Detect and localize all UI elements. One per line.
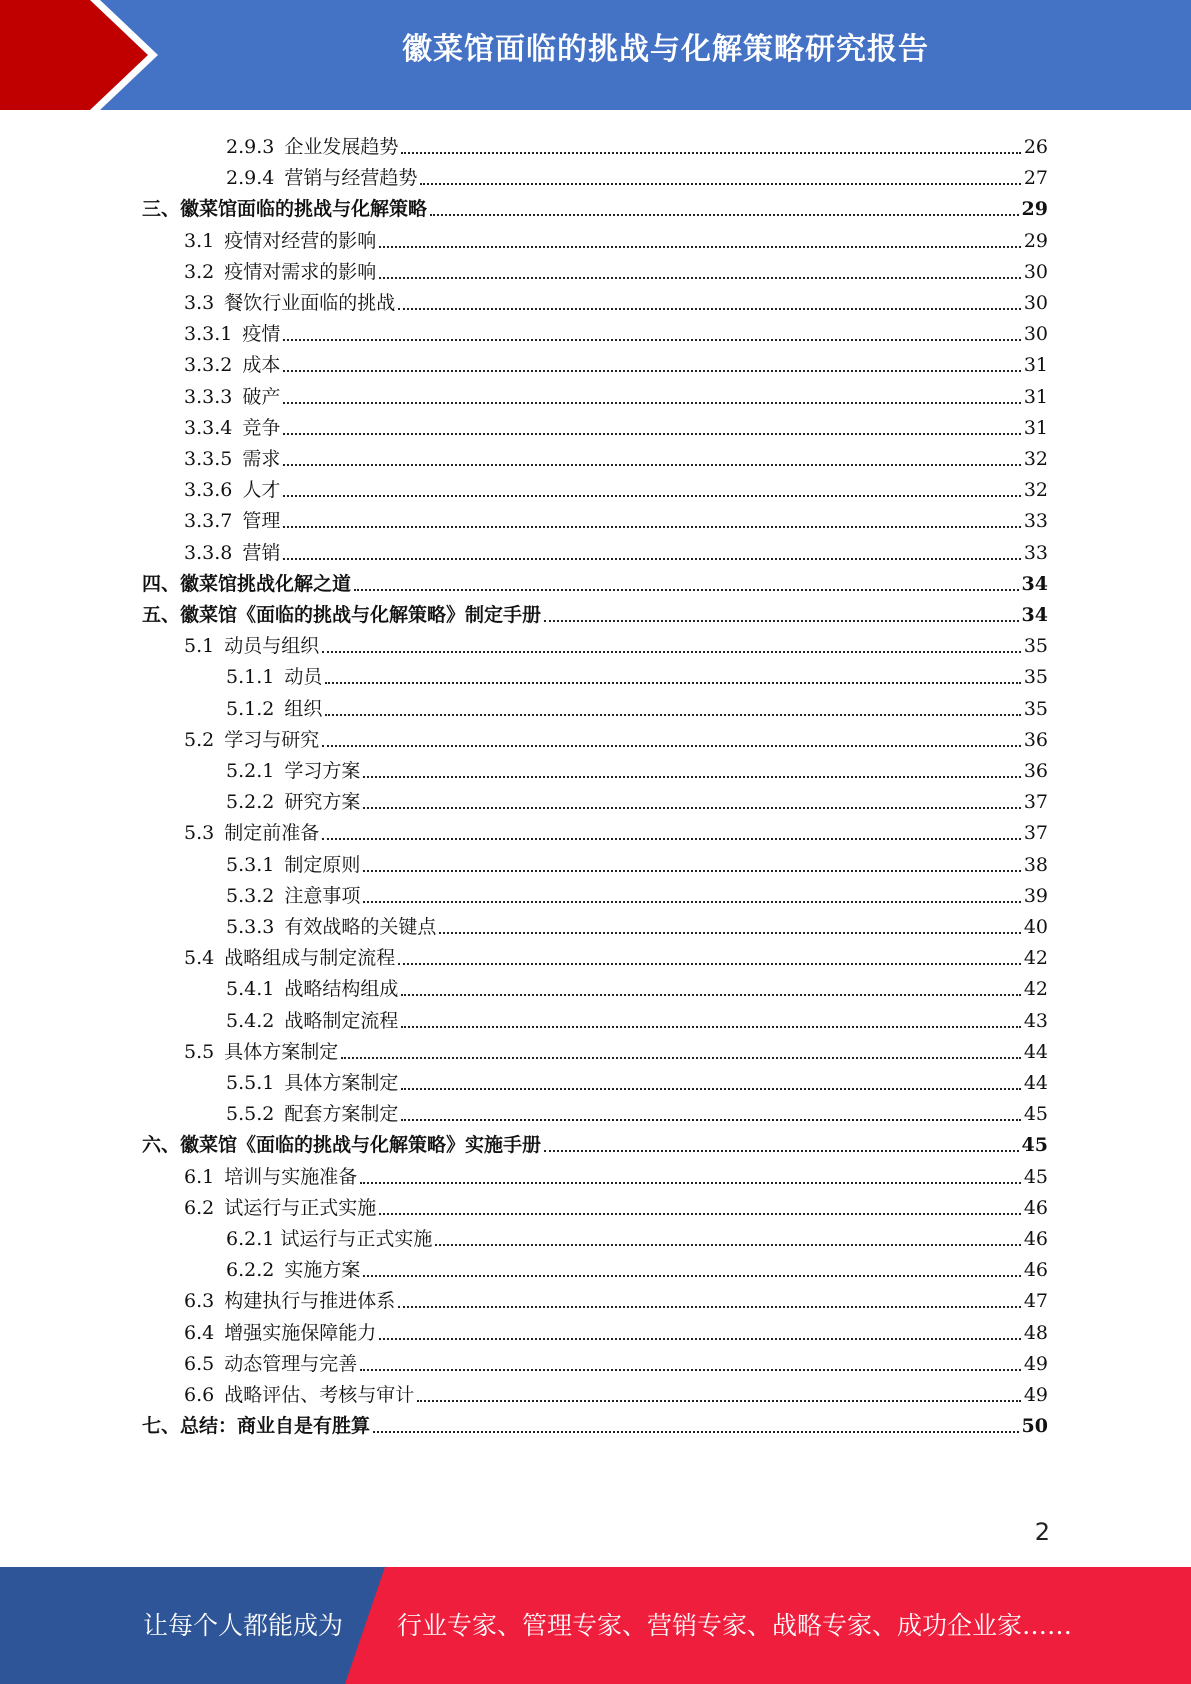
toc-entry-number: 6.1 — [184, 1165, 215, 1188]
toc-entry[interactable] — [184, 378, 1048, 409]
toc-entry-number: 5.4 — [184, 947, 215, 970]
header-red-arrow — [0, 0, 148, 110]
toc-entry-title: 动态管理与完善 — [224, 1352, 358, 1375]
toc-entry[interactable] — [226, 908, 1048, 939]
toc-entry-title: 注意事项 — [284, 884, 361, 907]
toc-entry-page: 31 — [1023, 385, 1048, 408]
toc-entry-title: 战略结构组成 — [284, 978, 399, 1001]
toc-entry-page: 47 — [1023, 1290, 1048, 1313]
toc-entry-number: 5.2 — [184, 728, 215, 751]
toc-entry-title: 学习与研究 — [224, 728, 320, 751]
toc-entry-label — [184, 946, 395, 970]
toc-entry-title: 6.2.1 试运行与正式实施 — [226, 1228, 433, 1250]
toc-entry-label — [184, 821, 319, 845]
toc-dot-leader — [379, 246, 1021, 248]
toc-dot-leader — [379, 1338, 1021, 1340]
toc-entry-page: 50 — [1021, 1415, 1048, 1438]
toc-dot-leader — [398, 308, 1021, 310]
toc-entry-page: 38 — [1023, 853, 1048, 876]
toc-entry-label — [184, 260, 376, 284]
toc-entry-number: 2.9.3 — [226, 136, 275, 158]
toc-entry-label — [184, 385, 280, 409]
toc-entry-number: 5.2.1 — [226, 760, 275, 782]
toc-entry-page: 35 — [1023, 666, 1048, 689]
toc-entry-number: 5.1.2 — [226, 697, 275, 720]
toc-entry-label — [184, 1196, 376, 1220]
toc-entry-number: 3.3.4 — [184, 416, 233, 439]
toc-dot-leader — [417, 1400, 1021, 1402]
toc-entry-title: 制定原则 — [284, 853, 361, 876]
toc-entry-title: 餐饮行业面临的挑战 — [224, 292, 396, 314]
toc-entry[interactable] — [184, 1033, 1048, 1064]
toc-entry-label — [226, 977, 398, 1001]
toc-entry-label — [184, 353, 280, 377]
toc-entry-title: 制定前准备 — [224, 822, 320, 845]
toc-entry-page: 30 — [1023, 292, 1048, 314]
toc-entry-number: 3.2 — [184, 260, 215, 283]
toc-entry[interactable] — [226, 658, 1048, 689]
toc-entry-label — [184, 1352, 357, 1376]
toc-entry-page: 44 — [1023, 1040, 1048, 1063]
toc-entry[interactable] — [142, 596, 1048, 627]
toc-entry-page: 39 — [1023, 884, 1048, 907]
toc-dot-leader — [373, 1431, 1019, 1433]
toc-entry-number: 5.5 — [184, 1040, 215, 1063]
toc-entry-title: 疫情对需求的影响 — [224, 260, 377, 283]
toc-entry[interactable] — [184, 409, 1048, 440]
toc-dot-leader — [544, 1150, 1019, 1152]
toc-entry-title: 营销与经营趋势 — [284, 167, 418, 190]
toc-entry-title: 具体方案制定 — [224, 1040, 339, 1063]
toc-dot-leader — [544, 620, 1019, 622]
toc-entry[interactable] — [184, 1158, 1048, 1189]
toc-dot-leader — [430, 214, 1019, 216]
toc-entry-number: 2.9.4 — [226, 167, 275, 190]
toc-entry-number: 5.4.2 — [226, 1009, 275, 1032]
toc-entry-page: 37 — [1023, 822, 1048, 845]
toc-entry-label — [226, 166, 417, 190]
toc-entry-label — [184, 1040, 338, 1064]
toc-entry-number: 5.5.2 — [226, 1103, 275, 1126]
toc-dot-leader — [363, 776, 1020, 778]
toc-dot-leader — [341, 1057, 1021, 1059]
toc-entry-label — [184, 291, 395, 315]
toc-entry[interactable] — [142, 565, 1048, 596]
toc-entry-title: 具体方案制定 — [284, 1072, 399, 1094]
toc-entry[interactable] — [184, 315, 1048, 346]
toc-entry-page: 43 — [1023, 1009, 1048, 1032]
toc-entry-label — [184, 1165, 357, 1189]
toc-dot-leader — [325, 714, 1020, 716]
toc-entry-page: 32 — [1023, 479, 1048, 502]
toc-entry-number: 5.2.2 — [226, 791, 275, 814]
toc-entry-title: 企业发展趋势 — [284, 136, 399, 158]
toc-entry-title: 学习方案 — [284, 760, 361, 782]
toc-entry-title: 破产 — [242, 385, 281, 408]
toc-entry-number: 3.3.1 — [184, 323, 233, 346]
toc-entry-page: 34 — [1021, 604, 1048, 626]
toc-entry-label — [226, 1102, 398, 1126]
toc-entry-page: 30 — [1023, 323, 1048, 346]
toc-entry-page: 29 — [1021, 198, 1048, 221]
toc-dot-leader — [322, 651, 1021, 653]
toc-dot-leader — [283, 339, 1020, 341]
toc-entry-page: 36 — [1023, 728, 1048, 751]
toc-entry-title: 增强实施保障能力 — [224, 1321, 377, 1344]
toc-entry-number: 5.5.1 — [226, 1072, 275, 1094]
toc-entry-title: 三、徽菜馆面临的挑战与化解策略 — [142, 198, 428, 221]
toc-entry[interactable] — [142, 1407, 1048, 1438]
toc-entry[interactable] — [226, 690, 1048, 721]
toc-entry-title: 动员 — [284, 666, 323, 689]
toc-entry[interactable] — [184, 222, 1048, 253]
toc-entry-page: 31 — [1023, 416, 1048, 439]
toc-dot-leader — [360, 1182, 1021, 1184]
toc-entry-title: 人才 — [242, 479, 281, 502]
toc-entry-title: 战略组成与制定流程 — [224, 947, 396, 970]
toc-entry[interactable] — [184, 1189, 1048, 1220]
toc-dot-leader — [401, 1088, 1020, 1090]
toc-entry-title: 动员与组织 — [224, 635, 320, 658]
toc-entry-title: 构建执行与推进体系 — [224, 1290, 396, 1313]
toc-entry[interactable] — [226, 1251, 1048, 1282]
toc-dot-leader — [363, 901, 1020, 903]
toc-entry-page: 26 — [1023, 136, 1048, 158]
toc-entry-title: 五、徽菜馆《面临的挑战与化解策略》制定手册 — [142, 604, 542, 626]
toc-entry[interactable] — [184, 534, 1048, 565]
toc-dot-leader — [398, 1306, 1021, 1308]
toc-entry-number: 5.1.1 — [226, 666, 275, 689]
toc-entry-page: 44 — [1023, 1072, 1048, 1094]
toc-entry-label — [226, 853, 360, 877]
toc-entry-number: 3.3.8 — [184, 541, 233, 564]
toc-entry-number: 6.6 — [184, 1384, 215, 1406]
toc-entry-title: 营销 — [242, 541, 281, 564]
toc-entry-label — [184, 447, 280, 471]
toc-dot-leader — [401, 152, 1020, 154]
toc-entry-label — [226, 884, 360, 908]
toc-entry-page: 35 — [1023, 635, 1048, 658]
toc-dot-leader — [435, 1244, 1020, 1246]
toc-entry-label — [184, 478, 280, 502]
toc-entry-number: 5.3.1 — [226, 853, 275, 876]
toc-entry-title: 管理 — [242, 510, 281, 533]
toc-entry[interactable] — [184, 627, 1048, 658]
toc-entry-label — [226, 915, 436, 939]
toc-dot-leader — [283, 526, 1020, 528]
toc-entry-page: 46 — [1023, 1228, 1048, 1250]
toc-entry[interactable] — [226, 1064, 1048, 1095]
toc-entry[interactable] — [226, 1002, 1048, 1033]
toc-entry[interactable] — [226, 970, 1048, 1001]
toc-entry-title: 战略制定流程 — [284, 1009, 399, 1032]
toc-entry-number: 6.4 — [184, 1321, 215, 1344]
toc-entry-page: 36 — [1023, 760, 1048, 782]
toc-entry-label — [226, 697, 322, 721]
toc-dot-leader — [283, 402, 1020, 404]
toc-entry[interactable] — [184, 1345, 1048, 1376]
toc-entry-number: 5.3 — [184, 822, 215, 845]
toc-entry-label — [184, 634, 319, 658]
toc-entry-label — [226, 1071, 398, 1095]
toc-entry-page: 33 — [1023, 541, 1048, 564]
toc-entry-label — [184, 1383, 414, 1407]
toc-dot-leader — [401, 994, 1020, 996]
toc-entry-page: 37 — [1023, 791, 1048, 814]
toc-entry-label — [226, 135, 398, 159]
toc-entry-number: 3.3.7 — [184, 510, 233, 533]
toc-entry-number: 6.3 — [184, 1290, 215, 1313]
toc-entry-page: 34 — [1021, 572, 1048, 595]
toc-dot-leader — [379, 1213, 1021, 1215]
toc-entry-page: 46 — [1023, 1196, 1048, 1219]
toc-entry-page: 46 — [1023, 1259, 1048, 1282]
toc-entry-title: 成本 — [242, 354, 281, 377]
toc-entry-label — [226, 665, 322, 689]
toc-entry-page: 32 — [1023, 448, 1048, 470]
toc-entry-label — [142, 1414, 370, 1438]
toc-entry-label — [184, 1321, 376, 1345]
toc-entry[interactable] — [184, 502, 1048, 533]
toc-dot-leader — [283, 433, 1020, 435]
toc-entry-title: 组织 — [284, 697, 323, 720]
toc-entry-title: 七、总结：商业自是有胜算 — [142, 1415, 371, 1438]
toc-dot-leader — [439, 932, 1020, 934]
toc-entry-title: 四、徽菜馆挑战化解之道 — [142, 572, 352, 595]
toc-entry-number: 6.2 — [184, 1196, 215, 1219]
page-footer — [0, 1567, 1191, 1684]
toc-entry-label — [142, 603, 541, 627]
toc-entry-label — [226, 1009, 398, 1033]
page-number: 2 — [1034, 1518, 1050, 1546]
toc-entry-label — [184, 728, 319, 752]
toc-entry-page: 42 — [1023, 978, 1048, 1001]
toc-entry-page: 45 — [1023, 1165, 1048, 1188]
toc-entry-label — [184, 509, 280, 533]
toc-entry-label — [142, 197, 427, 221]
toc-entry[interactable] — [184, 721, 1048, 752]
toc-entry-title: 有效战略的关键点 — [284, 916, 437, 938]
toc-dot-leader — [398, 963, 1021, 965]
toc-entry-page: 42 — [1023, 947, 1048, 970]
toc-entry-number: 3.3.5 — [184, 448, 233, 470]
toc-entry[interactable] — [142, 1126, 1048, 1157]
toc-entry[interactable] — [184, 253, 1048, 284]
toc-dot-leader — [401, 1026, 1020, 1028]
toc-entry-title: 疫情 — [242, 323, 281, 346]
toc-entry-title: 六、徽菜馆《面临的挑战与化解策略》实施手册 — [142, 1134, 542, 1157]
toc-entry[interactable] — [226, 1220, 1048, 1251]
toc-dot-leader — [354, 589, 1019, 591]
report-title: 徽菜馆面临的挑战与化解策略研究报告 — [402, 32, 929, 67]
toc-entry[interactable] — [184, 814, 1048, 845]
toc-entry-title: 实施方案 — [284, 1259, 361, 1282]
toc-entry-page: 30 — [1023, 260, 1048, 283]
toc-entry-title: 配套方案制定 — [284, 1103, 399, 1126]
toc-entry-label — [184, 1289, 395, 1313]
toc-dot-leader — [363, 1275, 1020, 1277]
toc-entry-page: 31 — [1023, 354, 1048, 377]
toc-entry-label — [184, 229, 376, 253]
toc-entry[interactable] — [184, 1376, 1048, 1407]
toc-dot-leader — [283, 464, 1020, 466]
toc-dot-leader — [401, 1119, 1020, 1121]
toc-entry-title: 试运行与正式实施 — [224, 1196, 377, 1219]
toc-entry-page: 33 — [1023, 510, 1048, 533]
toc-entry-number: 3.3.2 — [184, 354, 233, 377]
toc-entry-number: 3.1 — [184, 229, 215, 252]
toc-entry-title: 战略评估、考核与审计 — [224, 1384, 415, 1406]
toc-entry-page: 48 — [1023, 1321, 1048, 1344]
toc-entry-label — [184, 322, 280, 346]
toc-dot-leader — [420, 183, 1020, 185]
toc-entry[interactable] — [226, 877, 1048, 908]
toc-entry[interactable] — [184, 1282, 1048, 1313]
toc-entry-title: 培训与实施准备 — [224, 1165, 358, 1188]
toc-entry-label — [226, 790, 360, 814]
toc-entry-page: 35 — [1023, 697, 1048, 720]
toc-dot-leader — [322, 838, 1021, 840]
toc-entry-label — [142, 1133, 541, 1157]
toc-entry[interactable] — [184, 1314, 1048, 1345]
toc-entry[interactable] — [226, 159, 1048, 190]
toc-entry[interactable] — [184, 939, 1048, 970]
footer-slogan-left: 让每个人都能成为 — [143, 1611, 344, 1640]
toc-dot-leader — [379, 277, 1021, 279]
toc-entry-label — [184, 416, 280, 440]
toc-entry[interactable] — [184, 346, 1048, 377]
toc-dot-leader — [322, 745, 1021, 747]
toc-entry-title: 竞争 — [242, 416, 281, 439]
toc-entry[interactable] — [184, 471, 1048, 502]
page-header — [0, 0, 1191, 110]
toc-entry-page: 45 — [1023, 1103, 1048, 1126]
toc-entry[interactable] — [226, 783, 1048, 814]
toc-entry-page: 27 — [1023, 167, 1048, 190]
toc-entry-number: 3.3.3 — [184, 385, 233, 408]
toc-entry-page: 45 — [1021, 1134, 1048, 1157]
toc-entry-number: 5.1 — [184, 635, 215, 658]
toc-dot-leader — [325, 682, 1020, 684]
footer-slogan-right: 行业专家、管理专家、营销专家、战略专家、成功企业家…… — [397, 1611, 1073, 1640]
toc-dot-leader — [363, 870, 1020, 872]
toc-entry-label — [142, 572, 351, 596]
toc-entry-page: 40 — [1023, 916, 1048, 938]
toc-entry-label — [226, 759, 360, 783]
toc-entry[interactable] — [226, 752, 1048, 783]
toc-entry-title: 研究方案 — [284, 791, 361, 814]
toc-entry-title: 疫情对经营的影响 — [224, 229, 377, 252]
toc-entry-title: 需求 — [242, 448, 281, 470]
toc-entry-number: 6.2.2 — [226, 1259, 275, 1282]
toc-dot-leader — [283, 558, 1020, 560]
toc-entry[interactable] — [184, 284, 1048, 315]
toc-entry-page: 49 — [1023, 1384, 1048, 1406]
toc-entry[interactable] — [226, 128, 1048, 159]
toc-entry-number: 5.3.2 — [226, 884, 275, 907]
toc-entry[interactable] — [226, 846, 1048, 877]
toc-entry-number: 3.3.6 — [184, 479, 233, 502]
toc-entry-number: 3.3 — [184, 292, 215, 314]
toc-dot-leader — [283, 370, 1020, 372]
toc-entry-page: 49 — [1023, 1352, 1048, 1375]
toc-entry-label — [184, 541, 280, 565]
toc-entry-label — [226, 1227, 432, 1251]
toc-entry[interactable] — [184, 440, 1048, 471]
toc-entry[interactable] — [226, 1095, 1048, 1126]
toc-entry-number: 5.4.1 — [226, 978, 275, 1001]
toc-dot-leader — [360, 1369, 1021, 1371]
toc-entry-label — [226, 1258, 360, 1282]
toc-dot-leader — [363, 807, 1020, 809]
toc-entry[interactable] — [142, 190, 1048, 221]
toc-entry-page: 29 — [1023, 229, 1048, 252]
toc-entry-number: 5.3.3 — [226, 916, 275, 938]
toc-dot-leader — [283, 495, 1020, 497]
toc-entry-number: 6.5 — [184, 1352, 215, 1375]
